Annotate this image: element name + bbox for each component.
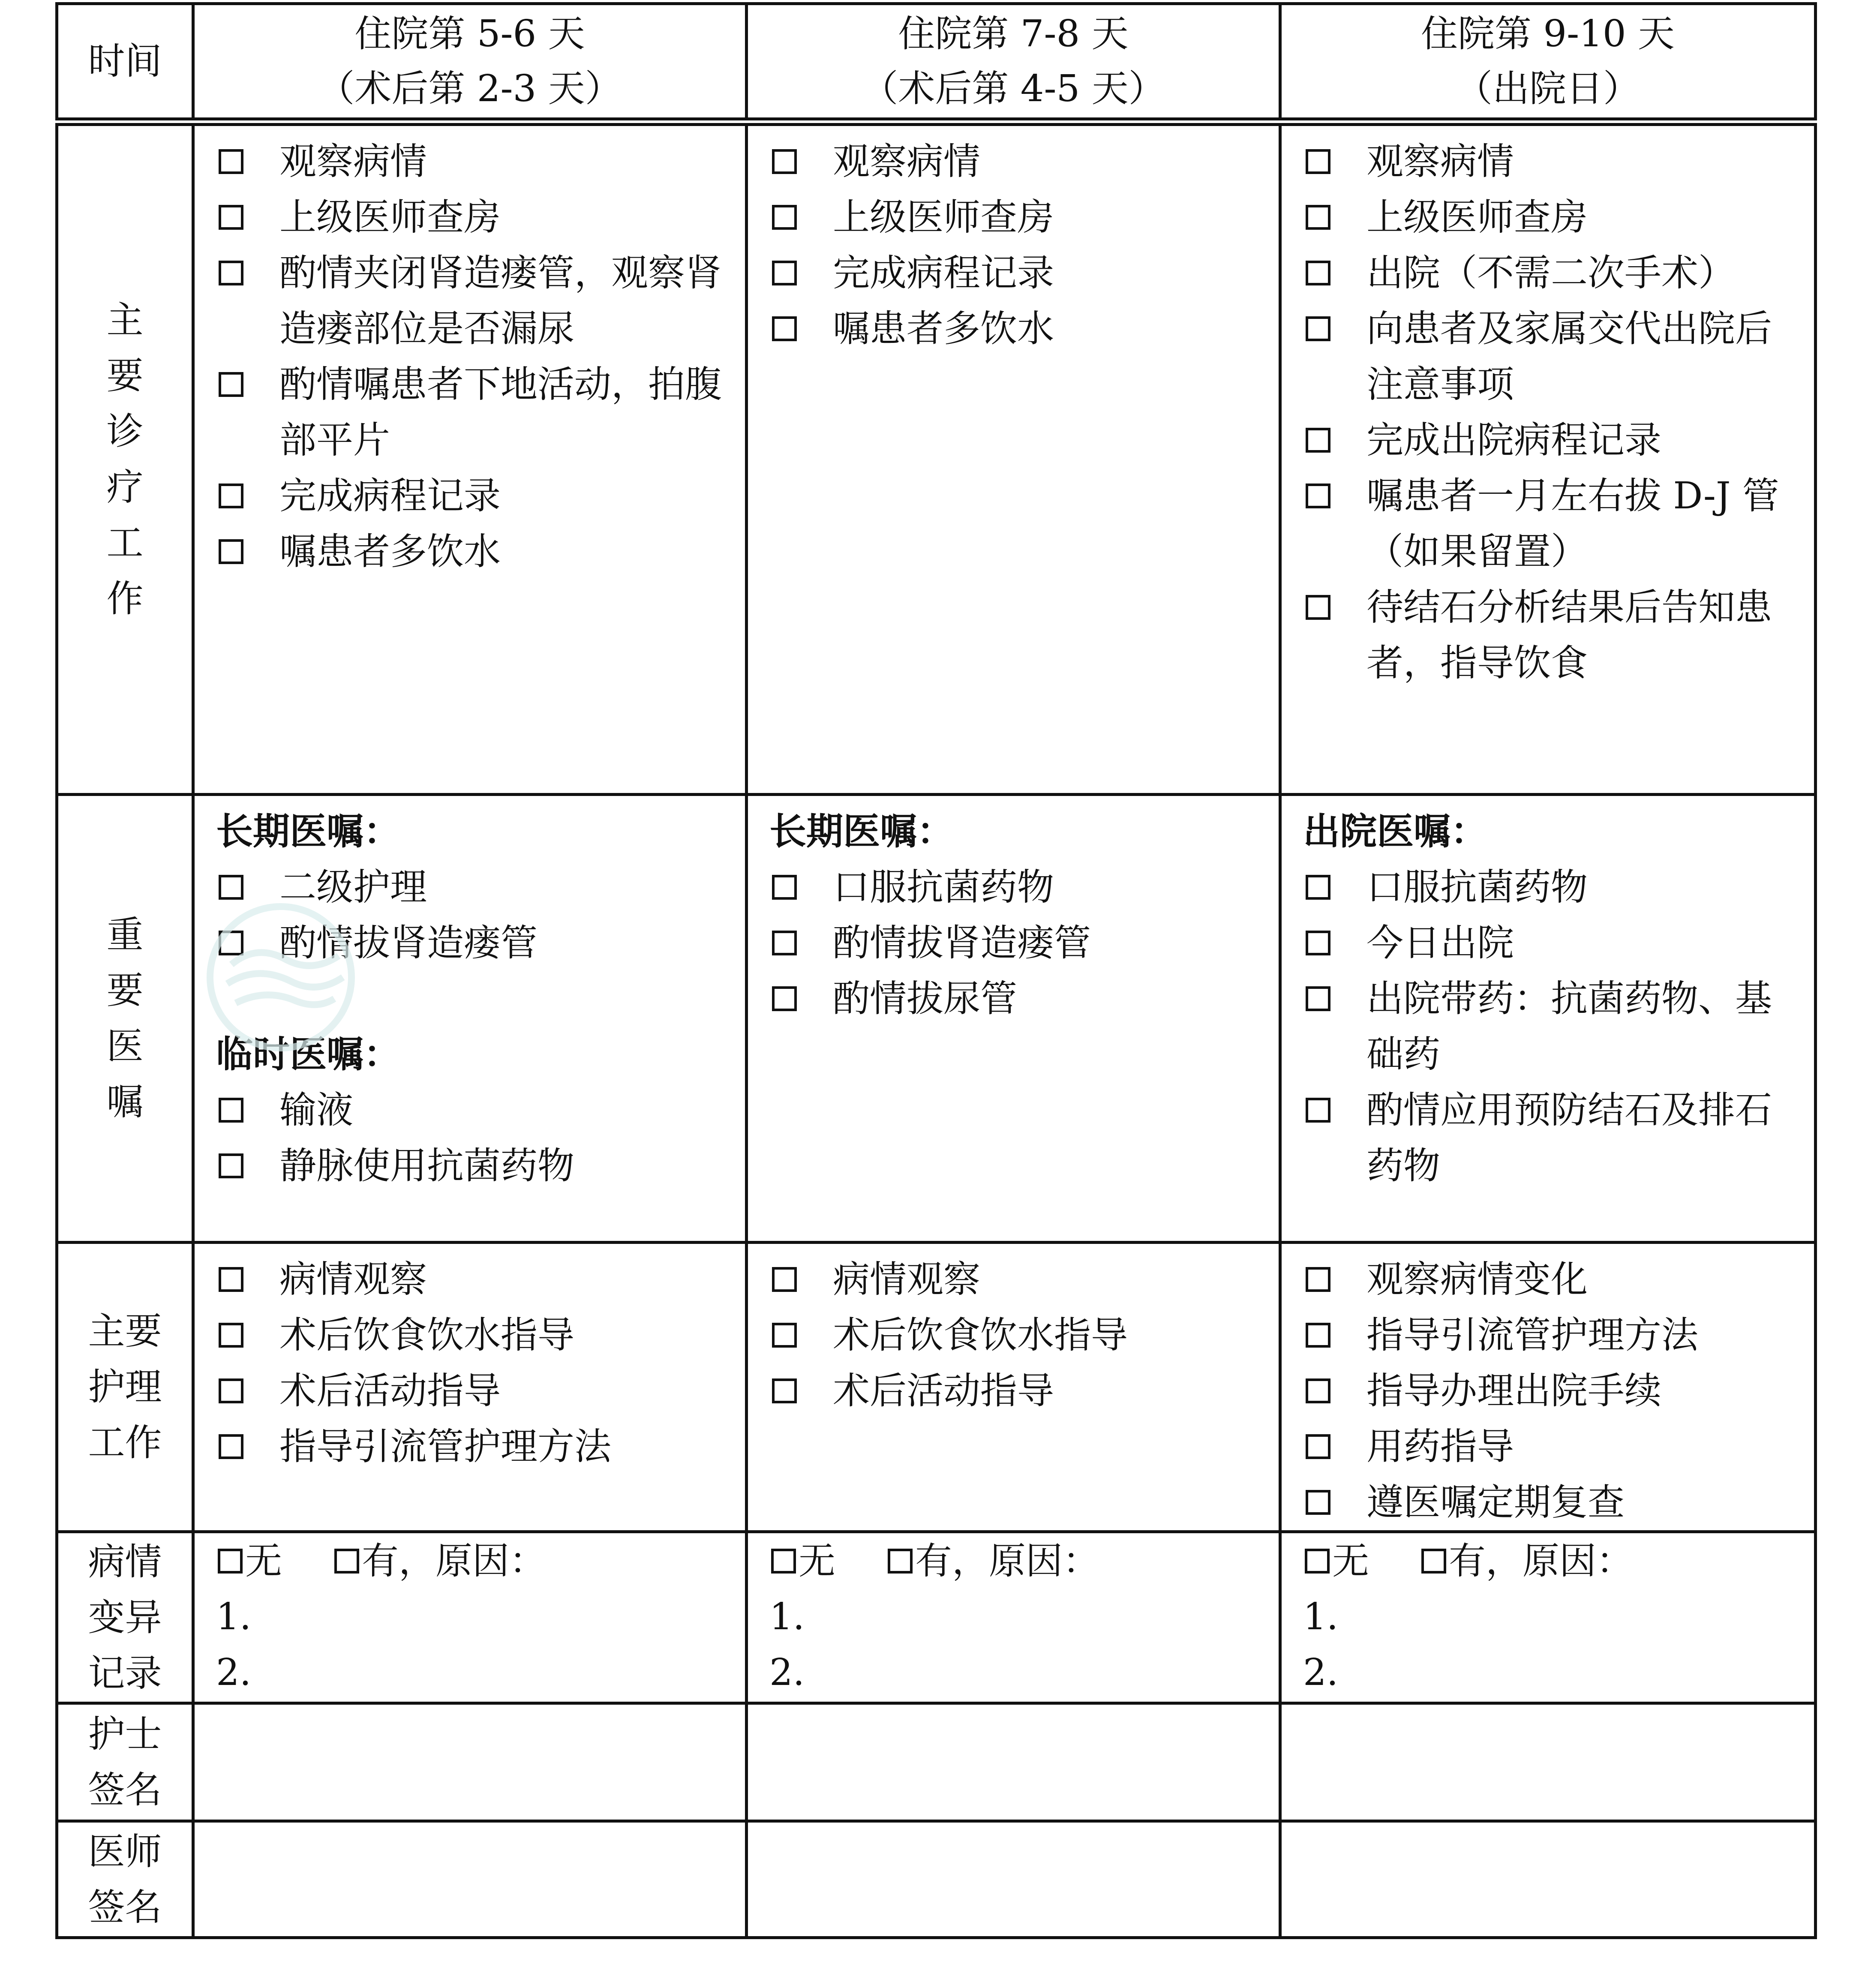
- checklist-item[interactable]: 观察病情: [216, 134, 732, 189]
- checklist-item[interactable]: 嘱患者多饮水: [769, 301, 1266, 357]
- checkbox-icon[interactable]: [769, 245, 833, 301]
- order-group-title: 临时医嘱：: [216, 1033, 400, 1076]
- nurse-sign-field-1[interactable]: [193, 1703, 747, 1821]
- variation-row: [57, 1532, 1816, 1703]
- orders-col-3: [1280, 795, 1816, 1243]
- checkbox-icon[interactable]: [1303, 245, 1366, 301]
- reason-line-2[interactable]: 2.: [769, 1651, 805, 1694]
- checkbox-icon[interactable]: [769, 1307, 833, 1363]
- checkbox-icon[interactable]: [1303, 1082, 1366, 1138]
- orders-col-1: [193, 795, 747, 1243]
- checkbox-icon[interactable]: [769, 971, 833, 1027]
- checkbox-icon[interactable]: [216, 134, 279, 189]
- checkbox-icon[interactable]: [216, 915, 279, 971]
- nurse-sign-label-line2: 签名: [88, 1769, 162, 1811]
- nurse-sign-label-cell: [57, 1703, 193, 1821]
- diagnosis-row: [57, 122, 1816, 795]
- checklist-item[interactable]: 指导引流管护理方法: [1303, 1307, 1801, 1363]
- header-col-3: [1280, 4, 1816, 122]
- order-group-title: 出院医嘱：: [1303, 810, 1487, 853]
- variation-options: [769, 1533, 1266, 1589]
- variation-col-3: [1280, 1532, 1816, 1703]
- checklist-item[interactable]: 上级医师查房: [1303, 189, 1801, 245]
- checkbox-icon[interactable]: [769, 915, 833, 971]
- header-col-2: [747, 4, 1280, 122]
- checkbox-icon[interactable]: [1303, 1474, 1366, 1530]
- checklist-item[interactable]: 遵医嘱定期复查: [1303, 1474, 1801, 1530]
- doctor-sign-label-line2: 签名: [88, 1886, 162, 1929]
- checkbox-icon[interactable]: [216, 357, 279, 412]
- checklist-item[interactable]: 观察病情: [1303, 134, 1801, 189]
- checkbox-icon[interactable]: [1303, 189, 1366, 245]
- header-row: [57, 4, 1816, 122]
- checklist-item[interactable]: 酌情拔肾造瘘管: [769, 915, 1266, 971]
- checklist-item[interactable]: 待结石分析结果后告知患者，指导饮食: [1303, 580, 1801, 691]
- checkbox-icon[interactable]: [1303, 1419, 1366, 1474]
- has-checkbox-icon[interactable]: [1420, 1533, 1449, 1589]
- none-option-label: 无: [799, 1540, 835, 1583]
- variation-col-2: [747, 1532, 1280, 1703]
- has-option-label: 有，原因：: [1449, 1540, 1633, 1583]
- diagnosis-col-1: [193, 122, 747, 795]
- checklist-item[interactable]: 病情观察: [216, 1252, 732, 1307]
- checkbox-icon[interactable]: [216, 1082, 279, 1138]
- checkbox-icon[interactable]: [216, 1252, 279, 1307]
- order-group-title: 长期医嘱：: [216, 810, 400, 853]
- doctor-sign-field-3[interactable]: [1280, 1821, 1816, 1938]
- checklist-item[interactable]: 二级护理: [216, 859, 732, 915]
- none-checkbox-icon[interactable]: [769, 1533, 799, 1589]
- checkbox-icon[interactable]: [1303, 1307, 1366, 1363]
- checklist-item[interactable]: 嘱患者一月左右拔 D-J 管（如果留置）: [1303, 468, 1801, 580]
- header-col-3-line2: （出院日）: [1456, 67, 1640, 110]
- variation-col-1: [193, 1532, 747, 1703]
- diagnosis-label: 主要诊疗工作: [106, 298, 144, 620]
- checklist-item[interactable]: 出院带药：抗菌药物、基础药: [1303, 971, 1801, 1082]
- checkbox-icon[interactable]: [1303, 468, 1366, 524]
- checklist-item[interactable]: 上级医师查房: [216, 189, 732, 245]
- checklist-item[interactable]: 酌情嘱患者下地活动，拍腹部平片: [216, 357, 732, 468]
- checkbox-icon[interactable]: [1303, 915, 1366, 971]
- nursing-label-line3: 工作: [88, 1421, 162, 1464]
- checklist-item[interactable]: 术后活动指导: [216, 1363, 732, 1419]
- checklist-item[interactable]: 上级医师查房: [769, 189, 1266, 245]
- checkbox-icon[interactable]: [769, 134, 833, 189]
- time-label-cell: [57, 4, 193, 122]
- doctor-sign-label-line1: 医师: [88, 1830, 162, 1873]
- checklist-item[interactable]: 酌情夹闭肾造瘘管，观察肾造瘘部位是否漏尿: [216, 245, 732, 357]
- checklist-item[interactable]: 嘱患者多饮水: [216, 524, 732, 580]
- nursing-col-1: [193, 1243, 747, 1532]
- header-col-2-line2: （术后第 4-5 天）: [861, 67, 1165, 110]
- orders-col-2: [747, 795, 1280, 1243]
- nurse-sign-field-2[interactable]: [747, 1703, 1280, 1821]
- nursing-label-cell: [57, 1243, 193, 1532]
- header-col-1-line2: （术后第 2-3 天）: [318, 67, 622, 110]
- diagnosis-col-3: [1280, 122, 1816, 795]
- checklist-item[interactable]: 术后饮食饮水指导: [216, 1307, 732, 1363]
- header-col-1-line1: 住院第 5-6 天: [354, 12, 585, 55]
- variation-label-cell: [57, 1532, 193, 1703]
- checklist-item[interactable]: 出院（不需二次手术）: [1303, 245, 1801, 301]
- has-option-label: 有，原因：: [915, 1540, 1099, 1583]
- orders-row: [57, 795, 1816, 1243]
- checklist-item[interactable]: 指导办理出院手续: [1303, 1363, 1801, 1419]
- doctor-sign-row: [57, 1821, 1816, 1938]
- clinical-pathway-table: [55, 2, 1817, 1939]
- checkbox-icon[interactable]: [769, 189, 833, 245]
- order-group-title: 长期医嘱：: [769, 810, 954, 853]
- checkbox-icon[interactable]: [216, 1363, 279, 1419]
- orders-label: 重要医嘱: [106, 913, 144, 1123]
- none-checkbox-icon[interactable]: [1303, 1533, 1332, 1589]
- checklist-item[interactable]: 术后饮食饮水指导: [769, 1307, 1266, 1363]
- variation-label-line3: 记录: [88, 1652, 162, 1695]
- checkbox-icon[interactable]: [1303, 580, 1366, 635]
- checklist-item[interactable]: 酌情应用预防结石及排石药物: [1303, 1082, 1801, 1194]
- checkbox-icon[interactable]: [1303, 1252, 1366, 1307]
- header-col-1: [193, 4, 747, 122]
- time-label: 时间: [88, 39, 162, 83]
- checklist-item[interactable]: 观察病情变化: [1303, 1252, 1801, 1307]
- doctor-sign-label-cell: [57, 1821, 193, 1938]
- spacer: [216, 971, 732, 1027]
- checklist-item[interactable]: 用药指导: [1303, 1419, 1801, 1474]
- checkbox-icon[interactable]: [216, 524, 279, 580]
- checklist-item[interactable]: 今日出院: [1303, 915, 1801, 971]
- header-col-2-line1: 住院第 7-8 天: [898, 12, 1129, 55]
- checkbox-icon[interactable]: [216, 468, 279, 524]
- nurse-sign-field-3[interactable]: [1280, 1703, 1816, 1821]
- checklist-item[interactable]: 指导引流管护理方法: [216, 1419, 732, 1474]
- checkbox-icon[interactable]: [1303, 859, 1366, 915]
- diagnosis-col-2: [747, 122, 1280, 795]
- checkbox-icon[interactable]: [1303, 971, 1366, 1027]
- checkbox-icon[interactable]: [1303, 134, 1366, 189]
- diagnosis-label-cell: [57, 122, 193, 795]
- checklist-item[interactable]: 口服抗菌药物: [769, 859, 1266, 915]
- checkbox-icon[interactable]: [216, 1419, 279, 1474]
- checkbox-icon[interactable]: [769, 1252, 833, 1307]
- variation-label-line1: 病情: [88, 1540, 162, 1583]
- none-checkbox-icon[interactable]: [216, 1533, 245, 1589]
- checkbox-icon[interactable]: [1303, 1363, 1366, 1419]
- nursing-row: [57, 1243, 1816, 1532]
- nursing-label-line2: 护理: [88, 1366, 162, 1408]
- checklist-item[interactable]: 术后活动指导: [769, 1363, 1266, 1419]
- reason-line-1[interactable]: 1.: [1303, 1595, 1339, 1638]
- checkbox-icon[interactable]: [216, 859, 279, 915]
- checklist-item[interactable]: 输液: [216, 1082, 732, 1138]
- checkbox-icon[interactable]: [216, 1307, 279, 1363]
- nursing-label-line1: 主要: [88, 1310, 162, 1353]
- checkbox-icon[interactable]: [216, 1138, 279, 1194]
- checkbox-icon[interactable]: [216, 189, 279, 245]
- checklist-item[interactable]: 酌情拔肾造瘘管: [216, 915, 732, 971]
- nursing-col-3: [1280, 1243, 1816, 1532]
- reason-line-1[interactable]: 1.: [769, 1595, 805, 1638]
- reason-line-1[interactable]: 1.: [216, 1595, 252, 1638]
- checklist-item[interactable]: 病情观察: [769, 1252, 1266, 1307]
- nursing-col-2: [747, 1243, 1280, 1532]
- checklist-item[interactable]: 完成病程记录: [216, 468, 732, 524]
- reason-line-2[interactable]: 2.: [1303, 1651, 1339, 1694]
- checkbox-icon[interactable]: [769, 859, 833, 915]
- variation-label-line2: 变异: [88, 1596, 162, 1639]
- checkbox-icon[interactable]: [216, 245, 279, 301]
- none-option-label: 无: [245, 1540, 282, 1583]
- checklist-item[interactable]: 口服抗菌药物: [1303, 859, 1801, 915]
- checklist-item[interactable]: 酌情拔尿管: [769, 971, 1266, 1027]
- checklist-item[interactable]: 静脉使用抗菌药物: [216, 1138, 732, 1194]
- has-checkbox-icon[interactable]: [886, 1533, 915, 1589]
- checkbox-icon[interactable]: [1303, 301, 1366, 357]
- doctor-sign-field-2[interactable]: [747, 1821, 1280, 1938]
- checkbox-icon[interactable]: [769, 301, 833, 357]
- checkbox-icon[interactable]: [1303, 412, 1366, 468]
- reason-line-2[interactable]: 2.: [216, 1651, 252, 1694]
- doctor-sign-field-1[interactable]: [193, 1821, 747, 1938]
- nurse-sign-row: [57, 1703, 1816, 1821]
- none-option-label: 无: [1332, 1540, 1369, 1583]
- variation-options: [216, 1533, 732, 1589]
- checkbox-icon[interactable]: [769, 1363, 833, 1419]
- has-checkbox-icon[interactable]: [333, 1533, 362, 1589]
- checklist-item[interactable]: 完成病程记录: [769, 245, 1266, 301]
- nurse-sign-label-line1: 护士: [88, 1713, 162, 1756]
- checklist-item[interactable]: 完成出院病程记录: [1303, 412, 1801, 468]
- checklist-item[interactable]: 向患者及家属交代出院后注意事项: [1303, 301, 1801, 412]
- has-option-label: 有，原因：: [362, 1540, 546, 1583]
- header-col-3-line1: 住院第 9-10 天: [1421, 12, 1675, 55]
- variation-options: [1303, 1533, 1801, 1589]
- checklist-item[interactable]: 观察病情: [769, 134, 1266, 189]
- orders-label-cell: [57, 795, 193, 1243]
